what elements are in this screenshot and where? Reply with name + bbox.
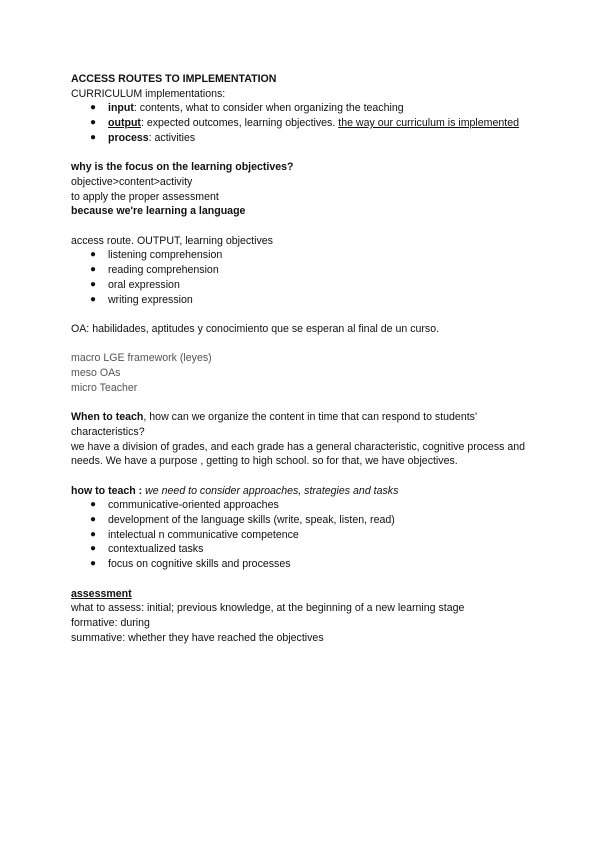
list-item: ● output: expected outcomes, learning objectives. the way our curriculum is implemented bbox=[90, 117, 520, 130]
list-item: ● listening comprehension bbox=[90, 249, 223, 262]
oa-definition: OA: habilidades, aptitudes y conocimiento que se esperan al final de un curso. bbox=[71, 322, 440, 335]
assessment-line: summative: whether they have reached the objectives bbox=[71, 631, 324, 644]
access-route-label: access route. OUTPUT, learning objectives bbox=[71, 234, 273, 247]
how-to-teach: how to teach : we need to consider approaches, strategies and tasks bbox=[71, 484, 399, 497]
focus-line: objective>content>activity bbox=[71, 175, 193, 188]
bullet-icon: ● bbox=[90, 543, 97, 555]
list-item: ● contextualized tasks bbox=[90, 543, 204, 556]
document-page bbox=[71, 72, 531, 645]
bullet-icon: ● bbox=[90, 293, 97, 305]
focus-question: why is the focus on the learning objectives? bbox=[71, 161, 294, 174]
assessment-line: what to assess: initial; previous knowledge, at the beginning of a new learning stage bbox=[71, 602, 465, 615]
how-list bbox=[71, 498, 531, 572]
bullet-icon: ● bbox=[90, 499, 97, 511]
list-item: ● communicative-oriented approaches bbox=[90, 499, 279, 512]
when-paragraph: we have a division of grades, and each grade has a general characteristic, cognitive process and needs. We have a purpose , getting to high school. so for that, we have objectives. bbox=[71, 440, 526, 468]
assessment-heading: assessment bbox=[71, 587, 132, 600]
list-item: ● reading comprehension bbox=[90, 264, 219, 277]
curriculum-label: CURRICULUM implementations: bbox=[71, 87, 226, 100]
underlined-phrase: the way our curriculum is implemented bbox=[338, 117, 520, 130]
bullet-icon: ● bbox=[90, 278, 97, 290]
level-line: macro LGE framework (leyes) bbox=[71, 352, 212, 365]
implementations-list bbox=[71, 101, 531, 145]
bullet-icon: ● bbox=[90, 558, 97, 570]
bullet-icon: ● bbox=[90, 131, 97, 143]
bullet-icon: ● bbox=[90, 528, 97, 540]
bullet-icon: ● bbox=[90, 102, 97, 114]
list-item: ● focus on cognitive skills and processes bbox=[90, 558, 291, 571]
list-item: ● oral expression bbox=[90, 278, 180, 291]
bullet-icon: ● bbox=[90, 249, 97, 261]
access-route-list bbox=[71, 248, 531, 307]
bullet-icon: ● bbox=[90, 117, 97, 129]
bullet-icon: ● bbox=[90, 264, 97, 276]
level-line: micro Teacher bbox=[71, 381, 138, 394]
level-line: meso OAs bbox=[71, 367, 121, 379]
assessment-line: formative: during bbox=[71, 616, 150, 629]
list-item: ● development of the language skills (write, speak, listen, read) bbox=[90, 514, 395, 526]
list-item: ● input: contents, what to consider when organizing the teaching bbox=[90, 102, 404, 115]
list-item: ● intelectual n communicative competence bbox=[90, 528, 299, 541]
list-item: ● process: activities bbox=[90, 131, 196, 144]
focus-answer: because we're learning a language bbox=[71, 205, 246, 218]
doc-title: ACCESS ROUTES TO IMPLEMENTATION bbox=[71, 73, 277, 85]
list-item: ● writing expression bbox=[90, 293, 193, 306]
focus-line: to apply the proper assessment bbox=[71, 190, 219, 203]
when-to-teach: When to teach, how can we organize the content in time that can respond to students' characteristics? bbox=[71, 411, 477, 438]
bullet-icon: ● bbox=[90, 514, 97, 525]
